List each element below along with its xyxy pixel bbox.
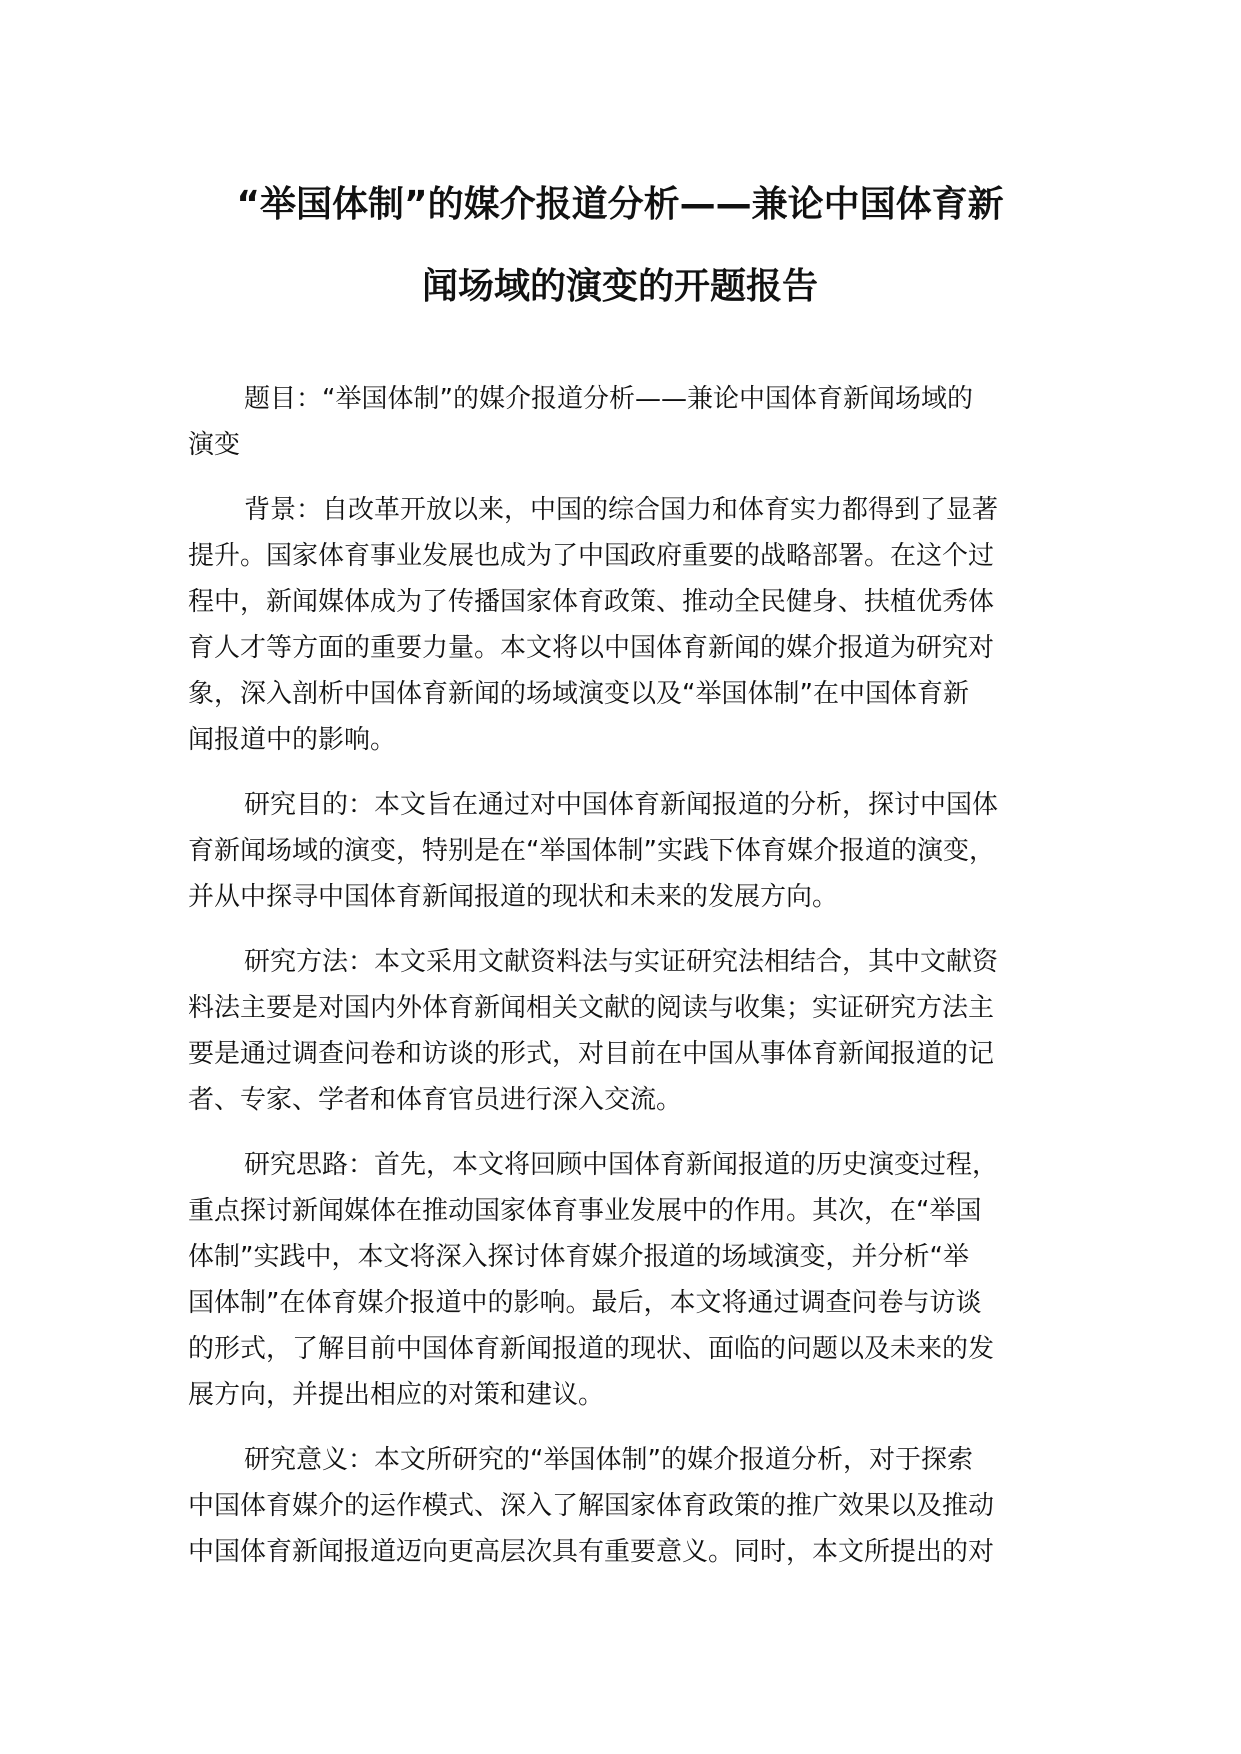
paragraph-topic bbox=[188, 376, 1068, 468]
text-line: 国体制”在体育媒介报道中的影响。最后，本文将通过调查问卷与访谈 bbox=[188, 1288, 982, 1318]
document-title-line-2: 闻场域的演变的开题报告 bbox=[421, 266, 818, 307]
text-line: 象，深入剖析中国体育新闻的场域演变以及“举国体制”在中国体育新 bbox=[188, 679, 969, 709]
text-line: 重点探讨新闻媒体在推动国家体育事业发展中的作用。其次，在“举国 bbox=[188, 1196, 982, 1226]
text-line: 体制”实践中，本文将深入探讨体育媒介报道的场域演变，并分析“举 bbox=[188, 1242, 969, 1272]
text-line: 程中，新闻媒体成为了传播国家体育政策、推动全民健身、扶植优秀体 bbox=[188, 587, 995, 617]
text-line: 背景：自改革开放以来，中国的综合国力和体育实力都得到了显著 bbox=[244, 495, 999, 525]
text-line: 研究目的：本文旨在通过对中国体育新闻报道的分析，探讨中国体 bbox=[244, 790, 999, 820]
paragraph-method bbox=[188, 939, 1068, 1123]
text-line: 的形式，了解目前中国体育新闻报道的现状、面临的问题以及未来的发 bbox=[188, 1334, 995, 1364]
paragraph-background bbox=[188, 487, 1068, 763]
text-line: 研究思路：首先，本文将回顾中国体育新闻报道的历史演变过程， bbox=[244, 1150, 999, 1180]
text-line: 育人才等方面的重要力量。本文将以中国体育新闻的媒介报道为研究对 bbox=[188, 633, 995, 663]
paragraph-purpose bbox=[188, 782, 1068, 920]
text-line: 研究意义：本文所研究的“举国体制”的媒介报道分析，对于探索 bbox=[244, 1445, 973, 1475]
text-line: 者、专家、学者和体育官员进行深入交流。 bbox=[188, 1085, 683, 1115]
document-title-line-1: “举国体制”的媒介报道分析——兼论中国体育新 bbox=[236, 184, 1004, 225]
text-line: 提升。国家体育事业发展也成为了中国政府重要的战略部署。在这个过 bbox=[188, 541, 995, 571]
text-line: 题目：“举国体制”的媒介报道分析——兼论中国体育新闻场域的 bbox=[244, 384, 973, 414]
text-line: 要是通过调查问卷和访谈的形式，对目前在中国从事体育新闻报道的记 bbox=[188, 1039, 995, 1069]
text-line: 中国体育新闻报道迈向更高层次具有重要意义。同时，本文所提出的对 bbox=[188, 1537, 995, 1567]
text-line: 研究方法：本文采用文献资料法与实证研究法相结合，其中文献资 bbox=[244, 947, 999, 977]
paragraph-approach bbox=[188, 1142, 1068, 1418]
text-line: 中国体育媒介的运作模式、深入了解国家体育政策的推广效果以及推动 bbox=[188, 1491, 995, 1521]
document-body bbox=[188, 376, 1068, 1594]
text-line: 料法主要是对国内外体育新闻相关文献的阅读与收集；实证研究方法主 bbox=[188, 993, 995, 1023]
text-line: 演变 bbox=[188, 430, 241, 460]
paragraph-significance bbox=[188, 1437, 1068, 1575]
text-line: 闻报道中的影响。 bbox=[188, 725, 397, 755]
text-line: 展方向，并提出相应的对策和建议。 bbox=[188, 1380, 605, 1410]
text-line: 育新闻场域的演变，特别是在“举国体制”实践下体育媒介报道的演变， bbox=[188, 836, 995, 866]
text-line: 并从中探寻中国体育新闻报道的现状和未来的发展方向。 bbox=[188, 882, 839, 912]
